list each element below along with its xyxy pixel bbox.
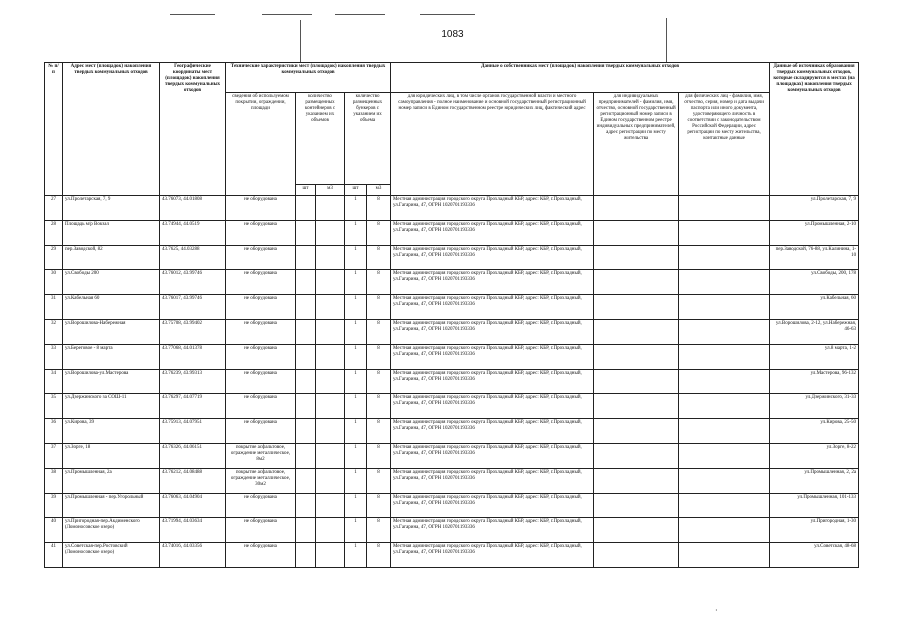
row-surface: не оборудована (226, 344, 296, 369)
row-owner-ip (594, 295, 679, 320)
row-owner-legal: Местная администрация городского округа Прохладный КБР, адрес: КБР, г.Прохладный, ул.Гагарина, 47, ОГРН 1020701193336 (391, 270, 594, 295)
row-surface: не оборудована (226, 220, 296, 245)
table-row (45, 270, 859, 295)
row-source: пер.Заводской, 76-88, ул.Калинина, 1-10 (770, 245, 859, 270)
row-source: ул.Ворошилова, 2-12, ул.Набережная, 46-63 (770, 319, 859, 344)
row-coords: 43.74016, 44.03356 (160, 543, 226, 568)
table-row (45, 493, 859, 518)
page-number: 1083 (441, 29, 464, 40)
unit-m3: м3 (367, 185, 391, 196)
row-owner-fl (679, 270, 770, 295)
row-number: 35 (45, 394, 63, 419)
row-number: 34 (45, 369, 63, 394)
row-number: 30 (45, 270, 63, 295)
row-bunkers-vol: 8 (367, 220, 391, 245)
row-owner-ip (594, 419, 679, 444)
row-source: ул.Зорге, 8-22 (770, 443, 859, 468)
row-source: ул.Мастерова, 96-132 (770, 369, 859, 394)
row-address: ул.Свободы 200 (63, 270, 160, 295)
header-coords: Географические координаты мест (площадок) накопления твердых коммунальных отходов (160, 63, 226, 196)
row-owner-legal: Местная администрация городского округа Прохладный КБР, адрес: КБР, г.Прохладный, ул.Гагарина, 47, ОГРН 1020701193336 (391, 220, 594, 245)
unit-sht: шт (345, 185, 367, 196)
row-address: ул.Пролетарская, 7, 9 (63, 196, 160, 221)
header-tech-bunkers: количество размещенных бункеров с указанием их объема (345, 93, 391, 185)
row-bunkers-qty: 1 (345, 419, 367, 444)
row-owner-fl (679, 443, 770, 468)
row-coords: 43.76326, 44.06151 (160, 443, 226, 468)
row-owner-ip (594, 196, 679, 221)
row-owner-legal: Местная администрация городского округа Прохладный КБР, адрес: КБР, г.Прохладный, ул.Гагарина, 47, ОГРН 1020701193336 (391, 419, 594, 444)
row-number: 33 (45, 344, 63, 369)
row-bunkers-vol: 8 (367, 493, 391, 518)
row-coords: 43.76063, 44.04904 (160, 493, 226, 518)
table-row (45, 419, 859, 444)
table-row (45, 196, 859, 221)
row-owner-fl (679, 220, 770, 245)
row-containers-vol (316, 369, 345, 394)
row-surface: не оборудована (226, 319, 296, 344)
unit-sht: шт (296, 185, 316, 196)
row-surface: не оборудована (226, 543, 296, 568)
row-owner-ip (594, 518, 679, 543)
row-number: 36 (45, 419, 63, 444)
row-address: ул.Пригородная-пер.Акдименского (Ломоносовское озеро) (63, 518, 160, 543)
row-surface: покрытие асфальтовое, ограждение металлическое, 8м2 (226, 443, 296, 468)
row-number: 27 (45, 196, 63, 221)
table-row (45, 319, 859, 344)
row-owner-legal: Местная администрация городского округа Прохладный КБР, адрес: КБР, г.Прохладный, ул.Гагарина, 47, ОГРН 1020701193336 (391, 369, 594, 394)
row-owner-ip (594, 468, 679, 493)
row-address: ул.Промышленная, 2а (63, 468, 160, 493)
row-bunkers-qty: 1 (345, 245, 367, 270)
row-containers-vol (316, 443, 345, 468)
table-row (45, 443, 859, 468)
row-bunkers-qty: 1 (345, 319, 367, 344)
row-owner-fl (679, 543, 770, 568)
row-containers-qty (296, 196, 316, 221)
row-owner-legal: Местная администрация городского округа Прохладный КБР, адрес: КБР, г.Прохладный, ул.Гагарина, 47, ОГРН 1020701193336 (391, 443, 594, 468)
row-bunkers-qty: 1 (345, 468, 367, 493)
table-body (45, 196, 859, 568)
row-containers-vol (316, 543, 345, 568)
row-owner-legal: Местная администрация городского округа Прохладный КБР, адрес: КБР, г.Прохладный, ул.Гагарина, 47, ОГРН 1020701193336 (391, 394, 594, 419)
row-coords: 43.75913, 44.07951 (160, 419, 226, 444)
header-tech-surface: сведения об используемом покрытии, ограждении, площади (226, 93, 296, 196)
row-containers-qty (296, 419, 316, 444)
row-number: 40 (45, 518, 63, 543)
row-coords: 43.76212, 44.08488 (160, 468, 226, 493)
scan-line (170, 14, 215, 15)
row-address: ул.Кабельная 60 (63, 295, 160, 320)
row-address: ул.Дзержинского за СОШ-11 (63, 394, 160, 419)
row-containers-vol (316, 196, 345, 221)
table-row (45, 295, 859, 320)
row-surface: не оборудована (226, 518, 296, 543)
row-source: ул.8 марта, 1-2 (770, 344, 859, 369)
row-containers-vol (316, 270, 345, 295)
row-source: ул.Советская, 48-68 (770, 543, 859, 568)
row-bunkers-vol: 8 (367, 369, 391, 394)
row-coords: 43.7625, 44.03288 (160, 245, 226, 270)
row-containers-vol (316, 319, 345, 344)
row-bunkers-qty: 1 (345, 369, 367, 394)
row-number: 41 (45, 543, 63, 568)
row-owner-fl (679, 369, 770, 394)
row-number: 39 (45, 493, 63, 518)
row-bunkers-qty: 1 (345, 518, 367, 543)
row-source: ул.Пригородная, 1-30 (770, 518, 859, 543)
row-source: ул.Промышленная, 2-10 (770, 220, 859, 245)
row-bunkers-vol: 8 (367, 468, 391, 493)
header-owners: Данные о собственниках мест (площадок) накопления твердых коммунальных отходов (391, 63, 770, 93)
row-bunkers-qty: 1 (345, 394, 367, 419)
row-owner-fl (679, 468, 770, 493)
row-bunkers-vol: 8 (367, 295, 391, 320)
scan-line (666, 18, 667, 62)
row-containers-qty (296, 369, 316, 394)
row-owner-legal: Местная администрация городского округа Прохладный КБР, адрес: КБР, г.Прохладный, ул.Гагарина, 47, ОГРН 1020701193336 (391, 543, 594, 568)
table-row (45, 394, 859, 419)
row-owner-ip (594, 394, 679, 419)
row-containers-vol (316, 493, 345, 518)
row-containers-qty (296, 443, 316, 468)
row-number: 31 (45, 295, 63, 320)
row-bunkers-qty: 1 (345, 270, 367, 295)
header-address: Адрес мест (площадок) накопления твердых коммунальных отходов (63, 63, 160, 196)
row-bunkers-qty: 1 (345, 220, 367, 245)
table-row (45, 468, 859, 493)
row-owner-ip (594, 543, 679, 568)
row-source: ул.Кирова, 25-50 (770, 419, 859, 444)
row-bunkers-vol: 8 (367, 270, 391, 295)
row-owner-legal: Местная администрация городского округа Прохладный КБР, адрес: КБР, г.Прохладный, ул.Гагарина, 47, ОГРН 1020701193336 (391, 344, 594, 369)
scan-line (420, 14, 475, 15)
row-owner-fl (679, 419, 770, 444)
row-owner-legal: Местная администрация городского округа Прохладный КБР, адрес: КБР, г.Прохладный, ул.Гагарина, 47, ОГРН 1020701193336 (391, 319, 594, 344)
row-owner-legal: Местная администрация городского округа Прохладный КБР, адрес: КБР, г.Прохладный, ул.Гагарина, 47, ОГРН 1020701193336 (391, 196, 594, 221)
row-source: ул.Пролетарская, 7, 9 (770, 196, 859, 221)
table-row (45, 543, 859, 568)
row-owner-ip (594, 493, 679, 518)
row-address: Площадь м/р Вокзал (63, 220, 160, 245)
row-containers-vol (316, 245, 345, 270)
row-source: ул.Промышленная, 2, 2а (770, 468, 859, 493)
row-number: 37 (45, 443, 63, 468)
row-owner-fl (679, 493, 770, 518)
row-bunkers-qty: 1 (345, 543, 367, 568)
row-source: ул.Кабельная, 60 (770, 295, 859, 320)
header-owners-ip: для индивидуальных предпринимателей - фамилия, имя, отчество, основной государственный регистрационный номер записи в Едином государственном реестре индивидуальных предпринимателей, адрес регистрации по месту жительства (594, 93, 679, 196)
row-containers-qty (296, 493, 316, 518)
row-surface: не оборудована (226, 419, 296, 444)
row-containers-qty (296, 270, 316, 295)
header-num: № п/п (45, 63, 63, 196)
row-bunkers-qty: 1 (345, 295, 367, 320)
header-sources: Данные об источниках образования твердых коммунальных отходов, которые складируются в местах (на площадках) накопления твердых коммунальных отходов (770, 63, 859, 196)
table-row (45, 344, 859, 369)
row-address: пер.Заводской, 82 (63, 245, 160, 270)
row-source: ул.Свободы, 200, 178 (770, 270, 859, 295)
row-containers-qty (296, 468, 316, 493)
row-address: ул.Советская-пер.Ростовский (Ломоносовское озеро) (63, 543, 160, 568)
row-containers-qty (296, 394, 316, 419)
row-bunkers-qty: 1 (345, 344, 367, 369)
row-address: ул.Зорге, 18 (63, 443, 160, 468)
row-owner-ip (594, 369, 679, 394)
row-owner-ip (594, 220, 679, 245)
header-tech: Технические характеристики мест (площадок) накопления твердых коммунальных отходов (226, 63, 391, 93)
row-containers-qty (296, 319, 316, 344)
row-owner-fl (679, 295, 770, 320)
row-number: 28 (45, 220, 63, 245)
table-row (45, 245, 859, 270)
row-bunkers-qty: 1 (345, 196, 367, 221)
row-surface: не оборудована (226, 394, 296, 419)
row-number: 29 (45, 245, 63, 270)
row-owner-legal: Местная администрация городского округа Прохладный КБР, адрес: КБР, г.Прохладный, ул.Гагарина, 47, ОГРН 1020701193336 (391, 493, 594, 518)
row-owner-ip (594, 443, 679, 468)
row-containers-vol (316, 518, 345, 543)
row-surface: не оборудована (226, 245, 296, 270)
row-coords: 43.71994, 44.03634 (160, 518, 226, 543)
row-coords: 43.76239, 43.99313 (160, 369, 226, 394)
row-address: ул.Промышленная - пер.Угорольный (63, 493, 160, 518)
row-bunkers-qty: 1 (345, 443, 367, 468)
row-coords: 43.76012, 43.99746 (160, 270, 226, 295)
table-row (45, 220, 859, 245)
row-surface: не оборудована (226, 270, 296, 295)
row-address: ул.Ворошилова-ул.Мастерова (63, 369, 160, 394)
row-source: ул.Дзержинского, 31-33 (770, 394, 859, 419)
row-containers-vol (316, 394, 345, 419)
row-coords: 43.74944, 44.0519 (160, 220, 226, 245)
row-address: ул.Береговое - 8 марта (63, 344, 160, 369)
row-containers-vol (316, 220, 345, 245)
row-bunkers-qty: 1 (345, 493, 367, 518)
row-containers-vol (316, 344, 345, 369)
row-coords: 43.76073, 44.01808 (160, 196, 226, 221)
unit-m3: м3 (316, 185, 345, 196)
row-containers-qty (296, 220, 316, 245)
row-owner-ip (594, 319, 679, 344)
row-bunkers-vol: 8 (367, 245, 391, 270)
row-bunkers-vol: 8 (367, 344, 391, 369)
scan-line (335, 14, 385, 15)
row-surface: не оборудована (226, 369, 296, 394)
header-owners-fl: для физических лиц - фамилия, имя, отчество, серия, номер и дата выдачи паспорта или иного документа, удостоверяющего личность в соответствии с законодательством Российской Федерации, адрес регистрации по месту жительства, контактные данные (679, 93, 770, 196)
row-coords: 43.76297, 44.07719 (160, 394, 226, 419)
row-containers-qty (296, 543, 316, 568)
header-owners-legal: для юридических лиц, в том числе органов государственной власти и местного самоуправления - полное наименование и основной государственный регистрационный номер записи в Едином государственном реестре юридических лиц, фактический адрес (391, 93, 594, 196)
row-owner-fl (679, 518, 770, 543)
row-owner-fl (679, 344, 770, 369)
row-bunkers-vol: 8 (367, 518, 391, 543)
row-containers-qty (296, 295, 316, 320)
row-surface: не оборудована (226, 493, 296, 518)
row-bunkers-vol: 8 (367, 543, 391, 568)
row-coords: 43.77068, 44.01378 (160, 344, 226, 369)
row-number: 38 (45, 468, 63, 493)
row-number: 32 (45, 319, 63, 344)
row-containers-qty (296, 518, 316, 543)
table-row (45, 369, 859, 394)
row-containers-vol (316, 295, 345, 320)
row-owner-ip (594, 245, 679, 270)
waste-sites-table (44, 62, 859, 568)
row-owner-legal: Местная администрация городского округа Прохладный КБР, адрес: КБР, г.Прохладный, ул.Гагарина, 47, ОГРН 1020701193336 (391, 245, 594, 270)
row-address: ул.Ворошилова-Набережная (63, 319, 160, 344)
row-surface: покрытие асфальтовое, ограждение металлическое, 30м2 (226, 468, 296, 493)
row-owner-fl (679, 319, 770, 344)
row-coords: 43.75708, 43.99402 (160, 319, 226, 344)
scan-line (262, 14, 312, 15)
scan-mark: · (715, 606, 718, 615)
row-owner-fl (679, 394, 770, 419)
row-bunkers-vol: 8 (367, 443, 391, 468)
row-surface: не оборудована (226, 196, 296, 221)
row-owner-fl (679, 196, 770, 221)
row-address: ул.Кирова, 39 (63, 419, 160, 444)
row-owner-legal: Местная администрация городского округа Прохладный КБР, адрес: КБР, г.Прохладный, ул.Гагарина, 47, ОГРН 1020701193336 (391, 468, 594, 493)
row-bunkers-vol: 8 (367, 319, 391, 344)
row-containers-qty (296, 245, 316, 270)
table-row (45, 518, 859, 543)
row-containers-vol (316, 419, 345, 444)
row-owner-legal: Местная администрация городского округа Прохладный КБР, адрес: КБР, г.Прохладный, ул.Гагарина, 47, ОГРН 1020701193336 (391, 518, 594, 543)
row-containers-qty (296, 344, 316, 369)
row-coords: 43.76017, 43.99746 (160, 295, 226, 320)
header-tech-containers: количество размещенных контейнеров с указанием их объемов (296, 93, 345, 185)
row-bunkers-vol: 8 (367, 394, 391, 419)
row-owner-legal: Местная администрация городского округа Прохладный КБР, адрес: КБР, г.Прохладный, ул.Гагарина, 47, ОГРН 1020701193336 (391, 295, 594, 320)
row-owner-fl (679, 245, 770, 270)
row-surface: не оборудована (226, 295, 296, 320)
row-source: ул.Промышленная, 101-133 (770, 493, 859, 518)
row-owner-ip (594, 270, 679, 295)
row-bunkers-vol: 8 (367, 196, 391, 221)
scan-line (300, 20, 301, 62)
row-containers-vol (316, 468, 345, 493)
row-bunkers-vol: 8 (367, 419, 391, 444)
row-owner-ip (594, 344, 679, 369)
